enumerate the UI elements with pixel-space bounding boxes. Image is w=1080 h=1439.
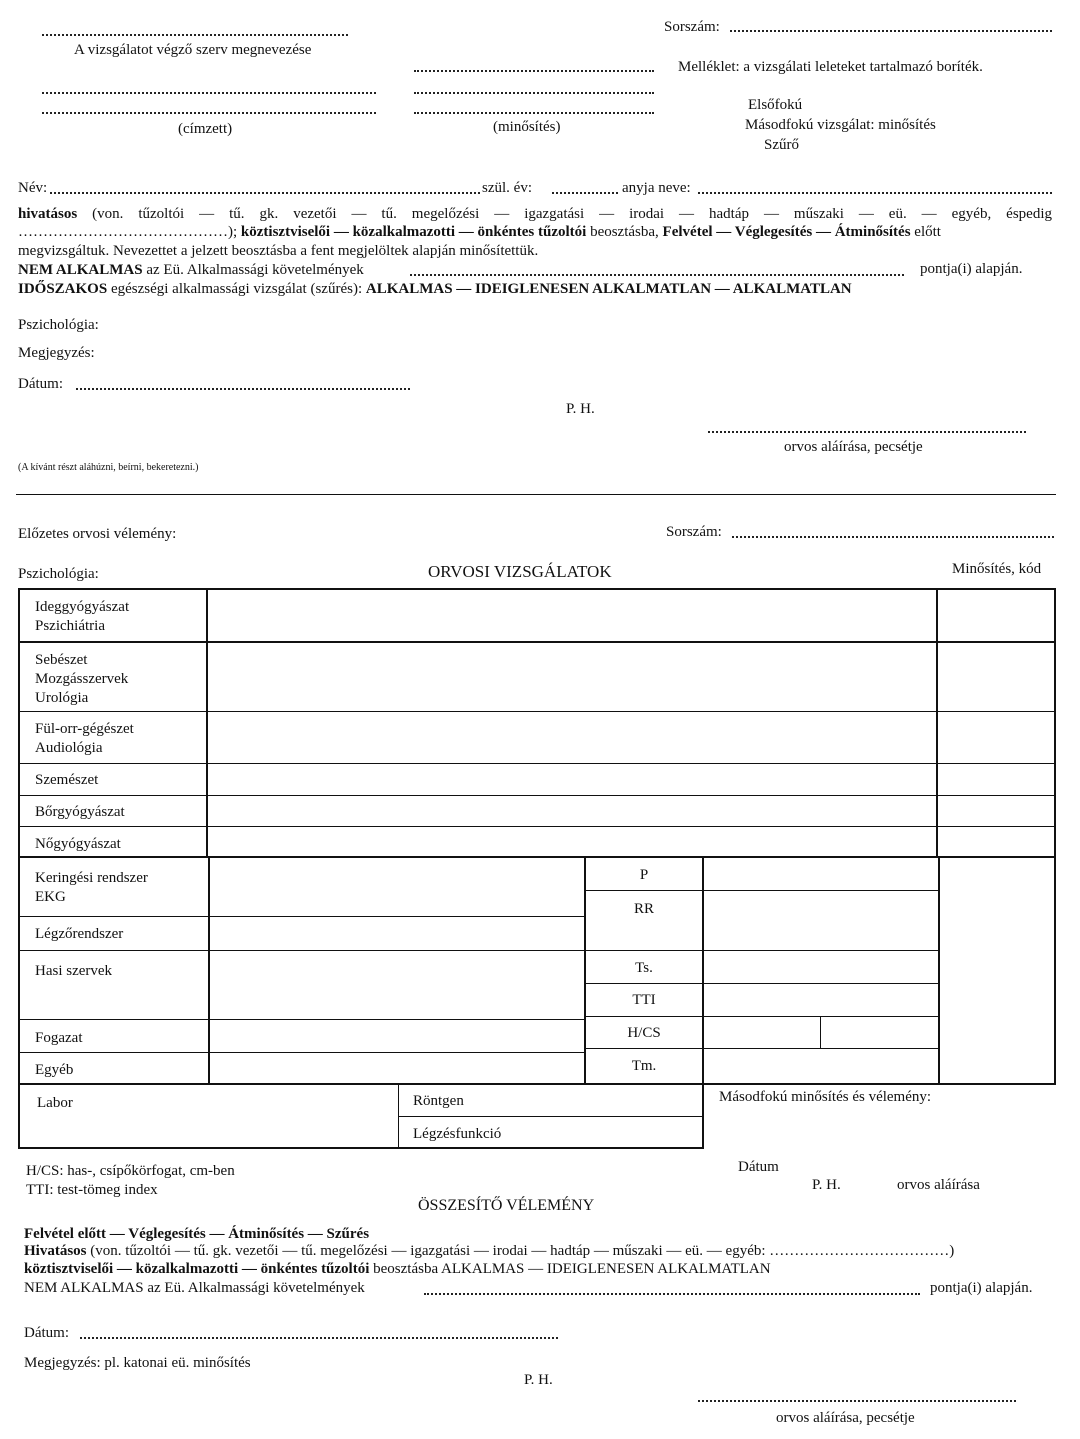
ph-stamp-3: P. H. [524,1372,553,1388]
datum-label-2: Dátum [738,1159,779,1175]
idoszakos-line: IDŐSZAKOS egészségi alkalmassági vizsgálat (szűrés): ALKALMAS — IDEIGLENESEN ALKALMATLAN — ALKALMATLAN [18,281,852,297]
recipient-field-2[interactable] [42,112,376,114]
nem-alkalmas-line: NEM ALKALMAS az Eü. Alkalmassági követelmények [18,262,364,278]
orvos-alairasa-3: orvos aláírása, pecsétje [776,1410,915,1426]
exam-row-other: Egyéb [35,1062,74,1078]
nev-label: Név: [18,180,48,196]
exam-row-neuro: Ideggyógyászat Pszichiátria [35,599,130,634]
exam-table-title: ORVOSI VIZSGÁLATOK [428,562,612,581]
hcs-note: H/CS: has-, csípőkörfogat, cm-ben [26,1163,235,1179]
summary-nem-alkalmas-field[interactable] [424,1293,920,1295]
measure-tm: Tm. [631,1058,657,1074]
nev-field[interactable] [50,192,480,194]
summary-title: ÖSSZESÍTŐ VÉLEMÉNY [418,1197,595,1214]
megjegyzes-label-2: Megjegyzés: pl. katonai eü. minősítés [24,1355,251,1371]
sorszam-label: Sorszám: [664,19,720,35]
elozetes-label: Előzetes orvosi vélemény: [18,526,177,542]
exam-row-dental: Fogazat [35,1030,83,1046]
summary-hivatasos-line: Hivatásos (von. tűzoltói — tű. gk. vezetői — tű. megelőzési — igazgatási — irodai — hadtáp — műszaki — eü. — egyéb: ………………………………) [24,1243,955,1259]
pontjai-label-2: pontja(i) alapján. [930,1280,1033,1296]
minosites-label: (minősítés) [493,119,561,135]
signature-field-3[interactable] [698,1400,1016,1402]
szul-ev-field[interactable] [552,192,618,194]
elsofoku-label: Elsőfokú [748,97,803,113]
masodfoku-label: Másodfokú vizsgálat: minősítés [745,117,936,133]
exam-row-ent: Fül-orr-gégészet Audiológia [35,721,134,756]
pontjai-label-1: pontja(i) alapján. [920,261,1023,277]
orvos-alairasa-2: orvos aláírása [897,1177,980,1193]
exam-row-respiratory: Légzőrendszer [35,926,124,942]
szuro-label: Szűrő [764,137,799,153]
section-divider [16,494,1056,495]
megjegyzes-label-1: Megjegyzés: [18,345,95,361]
pszichologia-label-2: Pszichológia: [18,566,99,582]
anyja-neve-label: anyja neve: [622,180,691,196]
orvos-alairasa-1: orvos aláírása, pecsétje [784,439,923,455]
exam-table-upper [18,588,1056,858]
pszichologia-label-1: Pszichológia: [18,317,99,333]
summary-type-line: Felvétel előtt — Véglegesítés — Átminősítés — Szűrés [24,1226,370,1242]
labor-label: Labor [37,1095,73,1111]
qualification-field-2[interactable] [414,92,654,94]
ph-stamp-2: P. H. [812,1177,841,1193]
signature-field-1[interactable] [708,431,1026,433]
measure-tti: TTI [632,992,656,1008]
exam-row-gyn: Nőgyógyászat [35,836,121,852]
szul-ev-label: szül. év: [482,180,532,196]
tti-note: TTI: test-tömeg index [26,1182,158,1198]
measure-rr: RR [633,901,654,917]
sorszam-field-2[interactable] [732,536,1054,538]
org-name-label: A vizsgálatot végző szerv megnevezése [74,42,312,58]
exam-row-cardio: Keringési rendszer EKG [35,870,148,905]
datum-label-1: Dátum: [18,376,63,392]
masodfoku-velemeny-label: Másodfokú minősítés és vélemény: [719,1089,932,1105]
datum-field-3[interactable] [80,1337,558,1339]
qualification-field-3[interactable] [414,112,654,114]
exam-row-derm: Bőrgyógyászat [35,804,125,820]
beosztas-line: ……………………………………); köztisztviselői — közalkalmazotti — önkéntes tűzoltói beosztásba, Felvétel — Véglegesítés — Átminősítés előtt [18,224,941,240]
exam-row-abdominal: Hasi szervek [35,963,113,979]
melleklet-text: Melléklet: a vizsgálati leleteket tartalmazó boríték. [678,59,983,75]
measure-p: P [639,867,649,883]
megvizsgaltuk-line: megvizsgáltuk. Nevezettet a jelzett beosztásba a fent megjelöltek alapján minősítettük. [18,243,539,259]
instruction-note: (A kívánt részt aláhúzni, beírni, bekeretezni.) [18,462,199,473]
exam-row-eye: Szemészet [35,772,99,788]
datum-field-1[interactable] [76,388,410,390]
org-name-field[interactable] [42,34,348,36]
summary-nem-alkalmas-line: NEM ALKALMAS az Eü. Alkalmassági követelmények [24,1280,365,1296]
qualification-field-1[interactable] [414,70,654,72]
hivatasos-line: hivatásos (von. tűzoltói — tű. gk. vezetői — tű. megelőzési — igazgatási — irodai — hadtáp — műszaki — eü. — egyéb, éspedig [18,206,1052,222]
sorszam-field[interactable] [730,30,1052,32]
recipient-field-1[interactable] [42,92,376,94]
rontgen-label: Röntgen [413,1093,464,1109]
measure-hcs: H/CS [627,1025,661,1041]
exam-row-surgery: Sebészet Mozgásszervek Urológia [35,652,129,706]
ph-stamp-1: P. H. [566,401,595,417]
datum-label-3: Dátum: [24,1325,69,1341]
summary-beosztas-line: köztisztviselői — közalkalmazotti — önkéntes tűzoltói beosztásba ALKALMAS — IDEIGLENESEN ALKALMATLAN [24,1261,771,1277]
sorszam-label-2: Sorszám: [666,524,722,540]
anyja-neve-field[interactable] [698,192,1052,194]
legzesfunkcio-label: Légzésfunkció [413,1126,502,1142]
minosites-kod-label: Minősítés, kód [952,561,1042,577]
measure-ts: Ts. [635,960,653,976]
nem-alkalmas-field[interactable] [410,274,904,276]
cimzett-label: (címzett) [178,121,233,137]
